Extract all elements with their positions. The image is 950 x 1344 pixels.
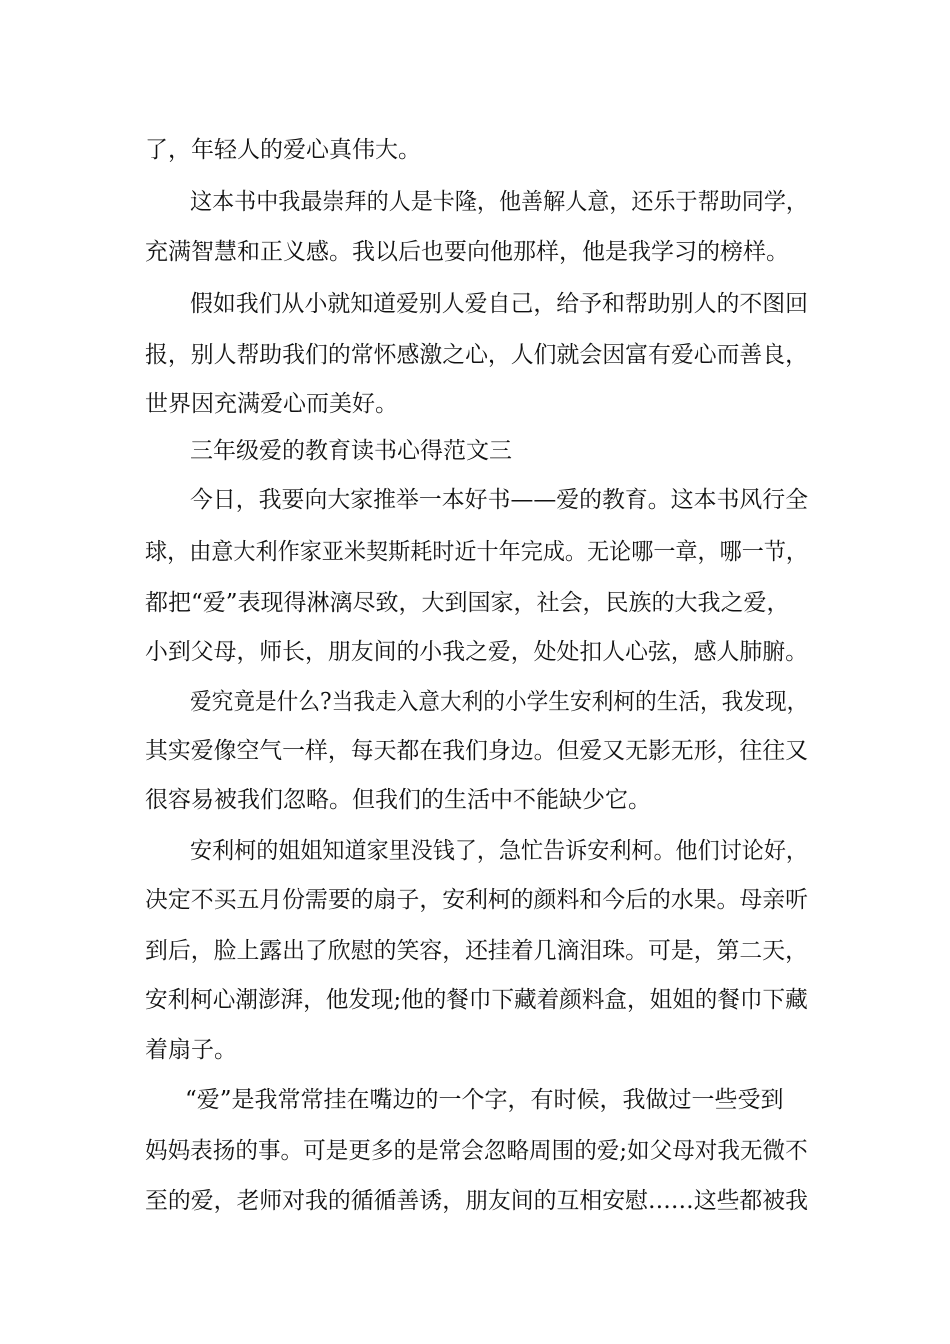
line-text: 今日，我要向大家推举一本好书——爱的教育。这本书风行全 (190, 487, 809, 513)
text-line (0, 1131, 950, 1171)
line-text: 都把“爱”表现得淋漓尽致，大到国家，社会，民族的大我之爱， (145, 590, 790, 616)
text-line (0, 1181, 950, 1221)
line-text: 安利柯心潮澎湃，他发现;他的餐巾下藏着颜料盒，姐姐的餐巾下藏 (145, 987, 808, 1013)
line-text: 球，由意大利作家亚米契斯耗时近十年完成。无论哪一章，哪一节， (145, 539, 809, 565)
text-line (0, 980, 950, 1020)
line-text: 假如我们从小就知道爱别人爱自己，给予和帮助别人的不图回 (190, 291, 809, 317)
text-line (0, 931, 950, 971)
line-text: 报，别人帮助我们的常怀感激之心，人们就会因富有爱心而善良， (145, 342, 808, 368)
line-text: 妈妈表扬的事。可是更多的是常会忽略周围的爱;如父母对我无微不 (145, 1138, 808, 1164)
text-line (0, 880, 950, 920)
line-text: 其实爱像空气一样，每天都在我们身边。但爱又无影无形，往往又 (145, 738, 808, 764)
line-text: 了，年轻人的爱心真伟大。 (145, 137, 421, 163)
text-line (0, 780, 950, 820)
heading-text: 三年级爱的教育读书心得范文三 (190, 438, 512, 464)
text-line (0, 632, 950, 672)
text-line (0, 480, 950, 520)
text-line (0, 1030, 950, 1070)
text-line (0, 130, 950, 170)
text-line (0, 583, 950, 623)
text-line (0, 831, 950, 871)
text-line (0, 232, 950, 272)
line-text: 安利柯的姐姐知道家里没钱了，急忙告诉安利柯。他们讨论好， (190, 838, 808, 864)
line-text: “爱”是我常常挂在嘴边的一个字，有时候，我做过一些受到 (185, 1087, 784, 1113)
line-text: 爱究竟是什么?当我走入意大利的小学生安利柯的生活，我发现， (190, 689, 809, 715)
line-text: 充满智慧和正义感。我以后也要向他那样，他是我学习的榜样。 (145, 239, 789, 265)
text-line (0, 1080, 950, 1120)
line-text: 决定不买五月份需要的扇子，安利柯的颜料和今后的水果。母亲听 (145, 887, 808, 913)
line-text: 小到父母，师长，朋友间的小我之爱，处处扣人心弦，感人肺腑。 (145, 639, 808, 665)
text-line (0, 335, 950, 375)
line-text: 至的爱，老师对我的循循善诱，朋友间的互相安慰……这些都被我 (145, 1188, 808, 1214)
line-text: 这本书中我最崇拜的人是卡隆，他善解人意，还乐于帮助同学， (190, 189, 808, 215)
text-line (0, 682, 950, 722)
text-line (0, 532, 950, 572)
line-text: 世界因充满爱心而美好。 (145, 391, 398, 417)
text-line (0, 384, 950, 424)
line-text: 很容易被我们忽略。但我们的生活中不能缺少它。 (145, 787, 651, 813)
line-text: 到后，脸上露出了欣慰的笑容，还挂着几滴泪珠。可是，第二天， (145, 938, 808, 964)
text-line (0, 182, 950, 222)
text-line (0, 731, 950, 771)
section-heading (0, 431, 950, 471)
text-line (0, 284, 950, 324)
line-text: 着扇子。 (145, 1037, 237, 1063)
